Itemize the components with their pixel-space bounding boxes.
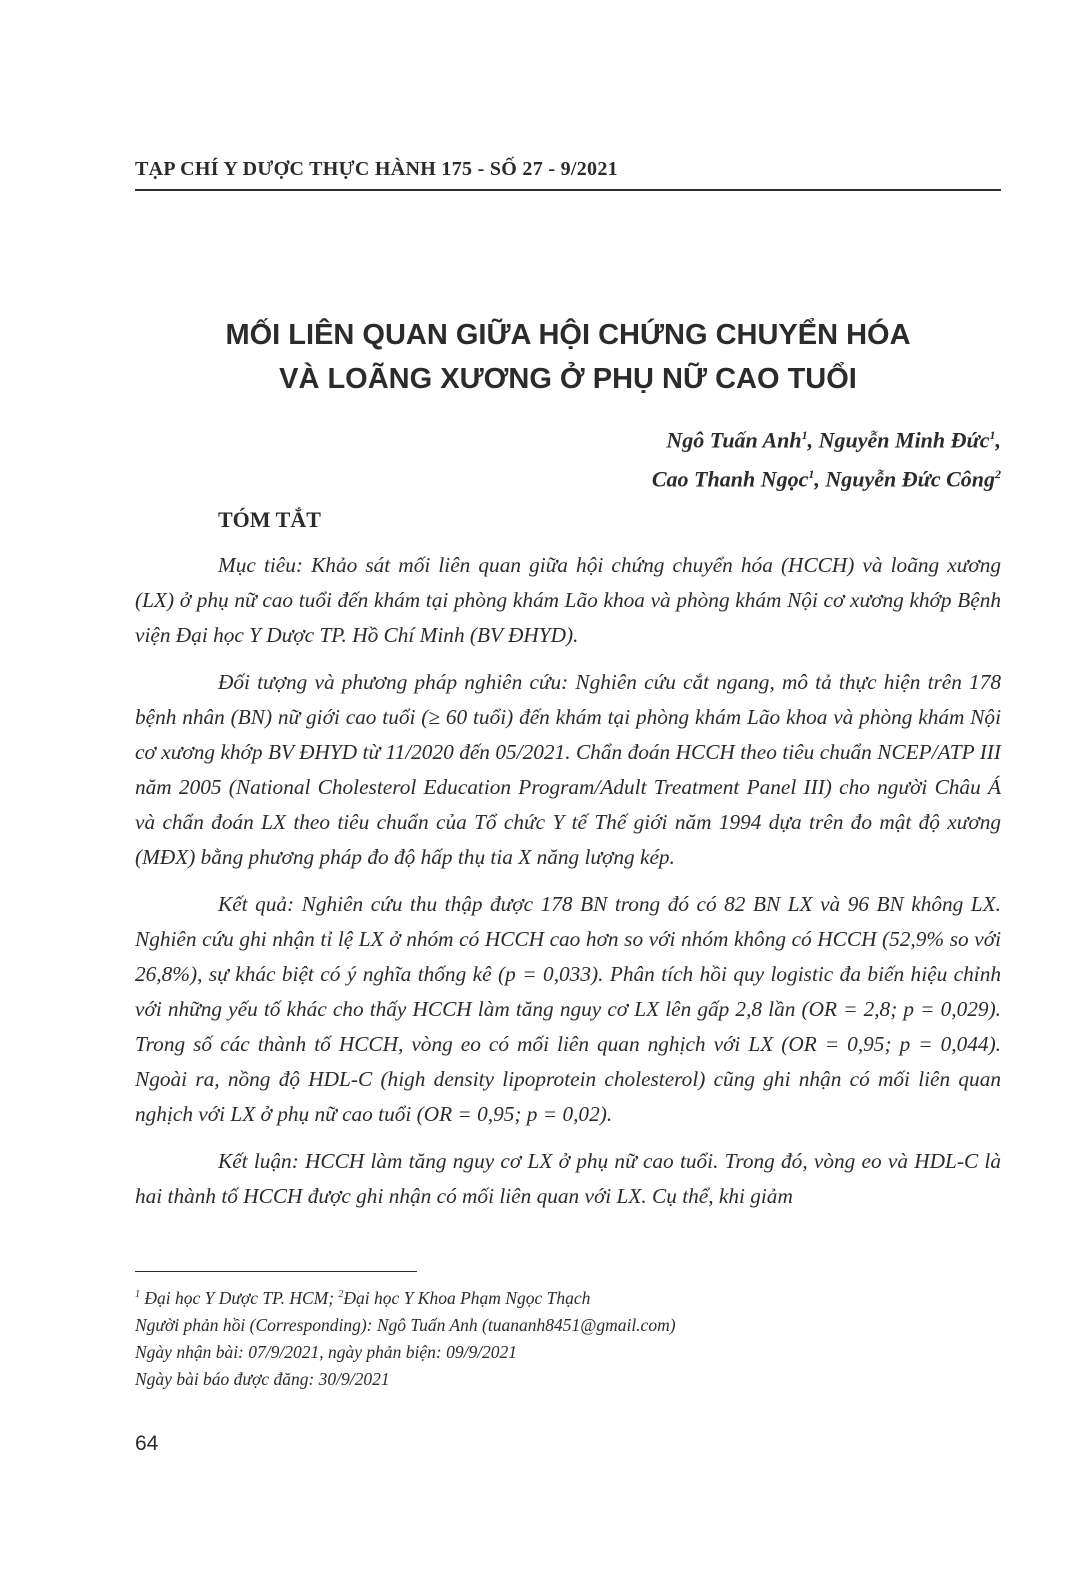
affiliation-mark: 1	[135, 1289, 140, 1300]
abstract-objective-paragraph: Mục tiêu: Khảo sát mối liên quan giữa hội chứng chuyển hóa (HCCH) và loãng xương (LX) ở phụ nữ cao tuổi đến khám tại phòng khám Lão khoa và phòng khám Nội cơ xương khớp Bệnh viện Đại học Y Dược TP. Hồ Chí Minh (BV ĐHYD).	[135, 553, 1001, 647]
author-list	[652, 418, 1001, 497]
abstract-body	[135, 548, 1001, 1226]
abstract-heading: TÓM TẮT	[218, 507, 321, 532]
article-title	[135, 313, 1001, 401]
affiliation-mark: 2	[338, 1289, 344, 1300]
author-name: Cao Thanh Ngọc	[651, 466, 809, 492]
abstract-methods-paragraph: Đối tượng và phương pháp nghiên cứu: Nghiên cứu cắt ngang, mô tả thực hiện trên 178 bệnh nhân (BN) nữ giới cao tuổi (≥ 60 tuổi) đến khám tại phòng khám Lão khoa và phòng khám Nội cơ xương khớp BV ĐHYD từ 11/2020 đến 05/2021. Chẩn đoán HCCH theo tiêu chuẩn NCEP/ATP III năm 2005 (National Cholesterol Education Program/Adult Treatment Panel III) cho người Châu Á và chẩn đoán LX theo tiêu chuẩn của Tổ chức Y tế Thế giới năm 1994 dựa trên đo mật độ xương (MĐX) bằng phương pháp đo độ hấp thụ tia X năng lượng kép.	[135, 670, 1001, 869]
footnote-affiliations	[135, 1281, 1001, 1312]
author-affiliation-mark: 2	[995, 467, 1001, 482]
author-separator: ,	[814, 466, 826, 492]
author-separator: ,	[995, 427, 1001, 453]
footnote-divider	[135, 1271, 417, 1272]
author-affiliation-mark: 1	[989, 428, 996, 442]
author-name: Nguyễn Đức Công	[825, 466, 995, 492]
abstract-conclusion-paragraph: Kết luận: HCCH làm tăng nguy cơ LX ở phụ nữ cao tuổi. Trong đó, vòng eo và HDL-C là hai thành tố HCCH được ghi nhận có mối liên quan với LX. Cụ thể, khi giảm	[135, 1149, 1001, 1208]
journal-running-header: TẠP CHÍ Y DƯỢC THỰC HÀNH 175 - SỐ 27 - 9/2021	[135, 158, 1001, 191]
author-name: Ngô Tuấn Anh	[666, 427, 802, 453]
author-separator: ,	[807, 427, 819, 453]
author-affiliation-mark: 1	[801, 428, 808, 442]
footnote-published: Ngày bài báo được đăng: 30/9/2021	[135, 1368, 390, 1389]
footnote-received: Ngày nhận bài: 07/9/2021, ngày phản biện: 09/9/2021	[135, 1341, 518, 1362]
affiliation-2: Đại học Y Khoa Phạm Ngọc Thạch	[343, 1287, 591, 1308]
abstract-results-paragraph: Kết quả: Nghiên cứu thu thập được 178 BN trong đó có 82 BN LX và 96 BN không LX. Nghiên cứu ghi nhận tỉ lệ LX ở nhóm có HCCH cao hơn so với nhóm không có HCCH (52,9% so với 26,8%), sự khác biệt có ý nghĩa thống kê (p = 0,033). Phân tích hồi quy logistic đa biến hiệu chỉnh với những yếu tố khác cho thấy HCCH làm tăng nguy cơ LX lên gấp 2,8 lần (OR = 2,8; p = 0,029). Trong số các thành tố HCCH, vòng eo có mối liên quan nghịch với LX (OR = 0,95; p = 0,044). Ngoài ra, nồng độ HDL-C (high density lipoprotein cholesterol) cũng ghi nhận có mối liên quan nghịch với LX ở phụ nữ cao tuổi (OR = 0,95; p = 0,02).	[135, 892, 1001, 1126]
article-title-line-1: MỐI LIÊN QUAN GIỮA HỘI CHỨNG CHUYỂN HÓA	[225, 319, 911, 351]
footnotes	[135, 1281, 1001, 1393]
article-title-line-2: VÀ LOÃNG XƯƠNG Ở PHỤ NỮ CAO TUỔI	[279, 363, 857, 395]
affiliation-1: Đại học Y Dược TP. HCM;	[140, 1287, 339, 1308]
footnote-corresponding: Người phản hồi (Corresponding): Ngô Tuấn Anh (tuananh8451@gmail.com)	[135, 1314, 676, 1335]
author-line-1	[652, 418, 1001, 457]
author-name: Nguyễn Minh Đức	[818, 427, 990, 453]
author-line-2	[652, 457, 1001, 496]
author-affiliation-mark: 1	[808, 467, 815, 482]
page-number: 64	[135, 1432, 159, 1455]
